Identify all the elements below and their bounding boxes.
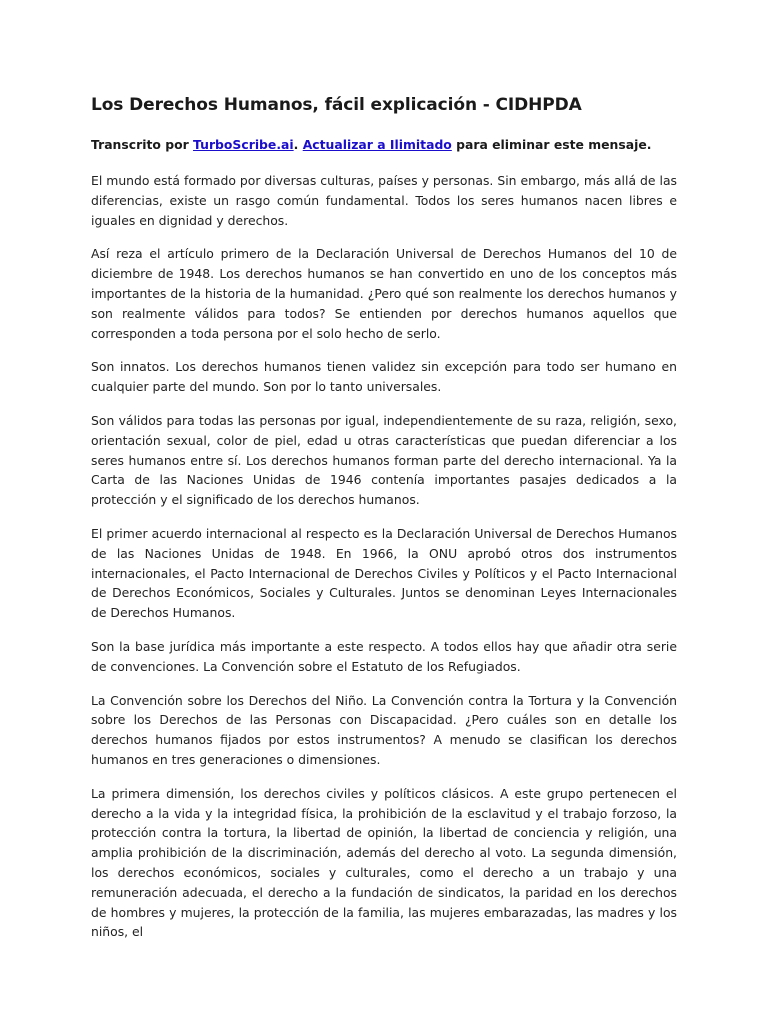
- notice-prefix: Transcrito por: [91, 137, 194, 152]
- paragraph-3: Son innatos. Los derechos humanos tienen validez sin excepción para todo ser humano en cualquier parte del mundo. Son por lo tanto universales.: [91, 359, 677, 395]
- notice-separator: .: [293, 137, 303, 152]
- document-title: Los Derechos Humanos, fácil explicación - CIDHPDA: [91, 95, 582, 115]
- transcription-notice: [91, 135, 677, 155]
- paragraph-2: Así reza el artículo primero de la Declaración Universal de Derechos Humanos del 10 de diciembre de 1948. Los derechos humanos se han convertido en uno de los conceptos más importantes de la historia de la humanidad. ¿Pero qué son realmente los derechos humanos y son realmente válidos para todos? Se entienden por derechos humanos aquellos que corresponden a toda persona por el solo hecho de serlo.: [91, 246, 677, 341]
- paragraph-7: La Convención sobre los Derechos del Niño. La Convención contra la Tortura y la Convención sobre los Derechos de las Personas con Discapacidad. ¿Pero cuáles son en detalle los derechos humanos fijados por estos instrumentos? A menudo se clasifican los derechos humanos en tres generaciones o dimensiones.: [91, 692, 677, 767]
- paragraph-5: El primer acuerdo internacional al respecto es la Declaración Universal de Derechos Humanos de las Naciones Unidas de 1948. En 1966, la ONU aprobó otros dos instrumentos internacionales, el Pacto Internacional de Derechos Civiles y Políticos y el Pacto Internacional de Derechos Económicos, Sociales y Culturales. Juntos se denominan Leyes Internacionales de Derechos Humanos.: [91, 525, 677, 621]
- paragraph-6: Son la base jurídica más importante a este respecto. A todos ellos hay que añadir otra serie de convenciones. La Convención sobre el Estatuto de los Refugiados.: [91, 638, 677, 674]
- turboscribe-link[interactable]: TurboScribe.ai: [193, 137, 294, 152]
- upgrade-unlimited-link[interactable]: Actualizar a Ilimitado: [302, 137, 452, 152]
- paragraph-8: La primera dimensión, los derechos civiles y políticos clásicos. A este grupo pertenecen el derecho a la vida y la integridad física, la prohibición de la esclavitud y el trabajo forzoso, la protección contra la tortura, la libertad de opinión, la libertad de conciencia y religión, una amplia prohibición de la discriminación, además del derecho al voto. La segunda dimensión, los derechos económicos, sociales y culturales, como el derecho a un trabajo y una remuneración adecuada, el derecho a la fundación de sindicatos, la paridad en los derechos de hombres y mujeres, la protección de la familia, las mujeres embarazadas, las madres y los niños, el: [91, 785, 677, 940]
- notice-suffix: para eliminar este mensaje.: [451, 137, 652, 152]
- paragraph-4: Son válidos para todas las personas por igual, independientemente de su raza, religión, sexo, orientación sexual, color de piel, edad u otras características que puedan diferenciar a los seres humanos entre sí. Los derechos humanos forman parte del derecho internacional. Ya la Carta de las Naciones Unidas de 1946 contenía importantes pasajes dedicados a la protección y el significado de los derechos humanos.: [91, 412, 677, 508]
- paragraph-1: El mundo está formado por diversas culturas, países y personas. Sin embargo, más allá de las diferencias, existe un rasgo común fundamental. Todos los seres humanos nacen libres e iguales en dignidad y derechos.: [91, 173, 677, 228]
- document-page: [91, 92, 677, 956]
